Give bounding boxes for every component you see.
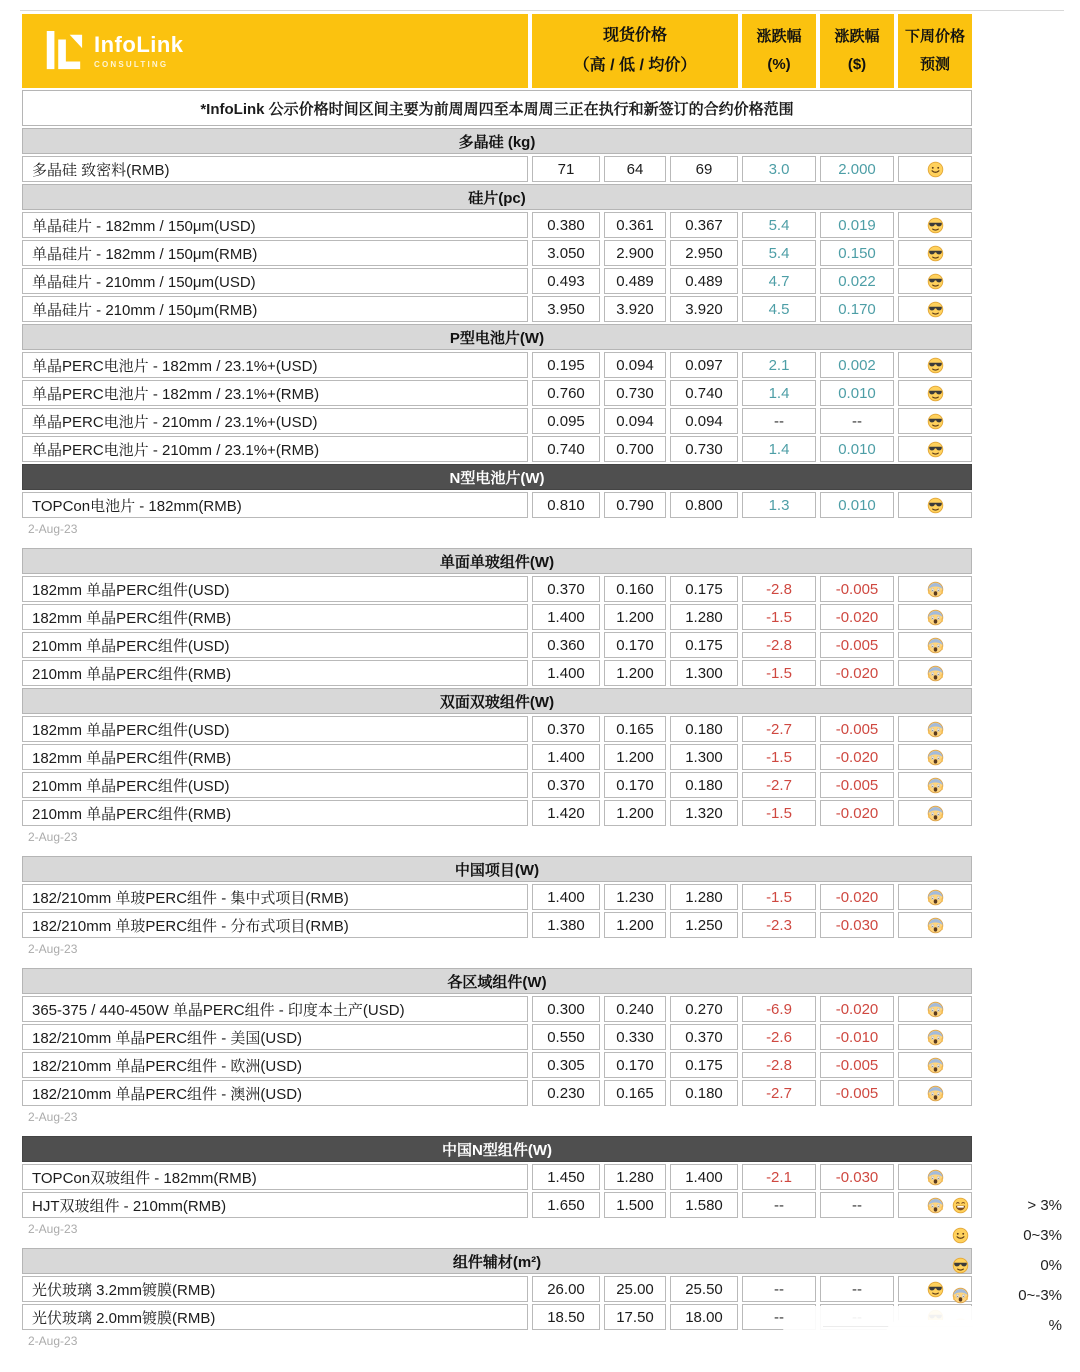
change-amt: -0.005 [820,772,894,798]
change-pct: -2.7 [742,1080,816,1106]
price-low: 0.160 [604,576,666,602]
change-amt: 0.170 [820,296,894,322]
change-pct: 5.4 [742,240,816,266]
forecast-cell [898,436,972,462]
price-low: 0.094 [604,352,666,378]
price-avg: 1.250 [670,912,738,938]
legend-label: 0% [1040,1256,1062,1274]
change-amt: 2.000 [820,156,894,182]
price-avg: 0.800 [670,492,738,518]
change-pct: -2.7 [742,716,816,742]
price-avg: 0.730 [670,436,738,462]
price-low: 17.50 [604,1304,666,1330]
block-date: 2-Aug-23 [28,830,78,844]
scream-emoji-icon [927,1197,944,1214]
change-amt: 0.002 [820,352,894,378]
row-label: 单晶PERC电池片 - 210mm / 23.1%+(USD) [22,408,528,434]
price-low: 0.489 [604,268,666,294]
scream-emoji-icon [927,805,944,822]
price-avg: 0.740 [670,380,738,406]
price-low: 1.200 [604,604,666,630]
price-high: 0.370 [532,772,600,798]
sunglasses-emoji-icon [927,413,944,430]
scream-emoji-icon [927,721,944,738]
change-amt: -0.020 [820,996,894,1022]
change-pct: 4.7 [742,268,816,294]
legend-label: 0~3% [1023,1226,1062,1244]
row-label: 单晶硅片 - 210mm / 150μm(USD) [22,268,528,294]
row-label: 182/210mm 单晶PERC组件 - 澳洲(USD) [22,1080,528,1106]
legend-label: 0~-3% [1018,1286,1062,1304]
change-pct: 2.1 [742,352,816,378]
price-low: 0.170 [604,632,666,658]
change-amt: 0.019 [820,212,894,238]
row-label: 210mm 单晶PERC组件(RMB) [22,800,528,826]
price-avg: 1.400 [670,1164,738,1190]
price-high: 0.740 [532,436,600,462]
price-avg: 2.950 [670,240,738,266]
change-pct: 5.4 [742,212,816,238]
forecast-cell [898,352,972,378]
scream-emoji-icon [927,1029,944,1046]
change-amt: -0.020 [820,660,894,686]
change-amt: -0.020 [820,604,894,630]
price-avg: 0.175 [670,576,738,602]
change-amt: -0.005 [820,1080,894,1106]
price-avg: 1.280 [670,604,738,630]
scream-emoji-icon [927,665,944,682]
block-date: 2-Aug-23 [28,522,78,536]
sunglasses-emoji-icon [927,497,944,514]
price-avg: 1.580 [670,1192,738,1218]
price-high: 71 [532,156,600,182]
row-label: 182/210mm 单玻PERC组件 - 集中式项目(RMB) [22,884,528,910]
forecast-cell [898,912,972,938]
section-header: 单面单玻组件(W) [22,548,972,574]
forecast-cell [898,632,972,658]
price-high: 3.050 [532,240,600,266]
change-pct: -2.8 [742,576,816,602]
scream-emoji-icon [927,1169,944,1186]
price-high: 0.370 [532,716,600,742]
sunglasses-emoji-icon [927,1281,944,1298]
price-avg: 18.00 [670,1304,738,1330]
row-label: 单晶硅片 - 182mm / 150μm(RMB) [22,240,528,266]
row-label: 210mm 单晶PERC组件(USD) [22,772,528,798]
price-low: 0.240 [604,996,666,1022]
price-block [22,1136,972,1236]
forecast-cell [898,1024,972,1050]
forecast-cell [898,1164,972,1190]
scream-emoji-icon [952,1287,969,1304]
price-high: 1.400 [532,884,600,910]
legend-item [950,1250,1064,1280]
price-avg: 0.175 [670,632,738,658]
block-date: 2-Aug-23 [28,1110,78,1124]
price-avg: 25.50 [670,1276,738,1302]
col-header-change-pct: 涨跌幅 (%) [742,14,816,88]
price-high: 0.550 [532,1024,600,1050]
price-high: 0.810 [532,492,600,518]
price-block [22,856,972,956]
legend-item [950,1220,1064,1250]
section-header: 各区域组件(W) [22,968,972,994]
scream-emoji-icon [927,609,944,626]
forecast-cell [898,604,972,630]
price-low: 0.700 [604,436,666,462]
row-label: 多晶硅 致密料(RMB) [22,156,528,182]
row-label: 光伏玻璃 2.0mm镀膜(RMB) [22,1304,528,1330]
forecast-cell [898,772,972,798]
forecast-cell [898,576,972,602]
row-label: TOPCon双玻组件 - 182mm(RMB) [22,1164,528,1190]
change-pct: -1.5 [742,884,816,910]
price-avg: 0.370 [670,1024,738,1050]
change-amt: -0.005 [820,1052,894,1078]
row-label: 182mm 单晶PERC组件(RMB) [22,604,528,630]
forecast-cell [898,296,972,322]
sunglasses-emoji-icon [927,217,944,234]
price-avg: 0.180 [670,1080,738,1106]
change-amt: -- [820,1192,894,1218]
change-amt: 0.150 [820,240,894,266]
change-pct: 3.0 [742,156,816,182]
section-header: N型电池片(W) [22,464,972,490]
price-table [22,968,972,1106]
price-low: 0.170 [604,772,666,798]
change-amt: -0.005 [820,632,894,658]
sunglasses-emoji-icon [927,273,944,290]
section-header: 中国项目(W) [22,856,972,882]
scream-emoji-icon [927,1085,944,1102]
forecast-cell [898,380,972,406]
row-label: 182mm 单晶PERC组件(USD) [22,576,528,602]
section-header: 多晶硅 (kg) [22,128,972,154]
change-pct: 1.4 [742,436,816,462]
forecast-cell [898,996,972,1022]
price-low: 0.165 [604,716,666,742]
row-label: 210mm 单晶PERC组件(USD) [22,632,528,658]
price-sheet [22,14,972,1360]
price-low: 0.170 [604,1052,666,1078]
forecast-cell [898,744,972,770]
price-low: 3.920 [604,296,666,322]
forecast-cell [898,884,972,910]
price-avg: 0.175 [670,1052,738,1078]
block-date: 2-Aug-23 [28,1222,78,1236]
row-label: 单晶PERC电池片 - 182mm / 23.1%+(USD) [22,352,528,378]
forecast-cell [898,212,972,238]
price-block [22,548,972,844]
change-pct: 1.3 [742,492,816,518]
price-high: 3.950 [532,296,600,322]
change-amt: -0.010 [820,1024,894,1050]
change-amt: -0.030 [820,1164,894,1190]
spot-price-subtitle: （高 / 低 / 均价） [573,57,697,74]
forecast-cell [898,268,972,294]
forecast-cell [898,1052,972,1078]
section-header: P型电池片(W) [22,324,972,350]
row-label: HJT双玻组件 - 210mm(RMB) [22,1192,528,1218]
row-label: 182/210mm 单玻PERC组件 - 分布式项目(RMB) [22,912,528,938]
price-high: 0.760 [532,380,600,406]
scream-emoji-icon [927,581,944,598]
change-pct: -6.9 [742,996,816,1022]
price-low: 1.200 [604,744,666,770]
change-pct: -2.6 [742,1024,816,1050]
price-low: 64 [604,156,666,182]
section-header: 硅片(pc) [22,184,972,210]
price-table [22,1136,972,1218]
price-avg: 69 [670,156,738,182]
section-header: 组件辅材(m²) [22,1248,972,1274]
scream-emoji-icon [927,777,944,794]
sunglasses-emoji-icon [927,441,944,458]
price-low: 0.165 [604,1080,666,1106]
price-high: 1.380 [532,912,600,938]
price-avg: 0.489 [670,268,738,294]
forecast-cell [898,240,972,266]
grin-emoji-icon [952,1197,969,1214]
sunglasses-emoji-icon [927,245,944,262]
change-amt: 0.022 [820,268,894,294]
price-avg: 1.300 [670,744,738,770]
row-label: 182mm 单晶PERC组件(USD) [22,716,528,742]
sunglasses-emoji-icon [927,357,944,374]
forecast-cell [898,408,972,434]
price-high: 1.650 [532,1192,600,1218]
section-header: 中国N型组件(W) [22,1136,972,1162]
scream-emoji-icon [927,1057,944,1074]
price-low: 1.500 [604,1192,666,1218]
price-low: 0.094 [604,408,666,434]
forecast-cell [898,1080,972,1106]
price-avg: 0.180 [670,772,738,798]
change-amt: 0.010 [820,380,894,406]
change-amt: 0.010 [820,436,894,462]
price-note: *InfoLink 公示价格时间区间主要为前周周四至本周周三正在执行和新签订的合约价格范围 [22,90,972,126]
price-low: 1.230 [604,884,666,910]
price-avg: 0.094 [670,408,738,434]
price-high: 0.493 [532,268,600,294]
row-label: 单晶PERC电池片 - 210mm / 23.1%+(RMB) [22,436,528,462]
price-low: 0.790 [604,492,666,518]
spot-price-title: 现货价格 [602,26,667,44]
price-avg: 0.180 [670,716,738,742]
change-amt: -0.005 [820,576,894,602]
row-label: TOPCon电池片 - 182mm(RMB) [22,492,528,518]
change-pct: -2.8 [742,1052,816,1078]
row-label: 光伏玻璃 3.2mm镀膜(RMB) [22,1276,528,1302]
change-pct: -2.8 [742,632,816,658]
row-label: 210mm 单晶PERC组件(RMB) [22,660,528,686]
price-avg: 1.300 [670,660,738,686]
row-label: 182mm 单晶PERC组件(RMB) [22,744,528,770]
change-pct: -1.5 [742,800,816,826]
smile-emoji-icon [927,161,944,178]
price-avg: 3.920 [670,296,738,322]
price-high: 0.195 [532,352,600,378]
watermark-overlay-2 [886,1320,1038,1348]
change-amt: -0.020 [820,800,894,826]
change-pct: -1.5 [742,660,816,686]
price-avg: 0.097 [670,352,738,378]
price-block [22,968,972,1124]
price-avg: 0.270 [670,996,738,1022]
row-label: 182/210mm 单晶PERC组件 - 美国(USD) [22,1024,528,1050]
logo-text [94,33,184,68]
price-high: 1.450 [532,1164,600,1190]
change-amt: -0.005 [820,716,894,742]
change-pct: -1.5 [742,604,816,630]
price-high: 0.230 [532,1080,600,1106]
price-low: 1.280 [604,1164,666,1190]
change-pct: -1.5 [742,744,816,770]
change-amt: -- [820,1276,894,1302]
price-low: 1.200 [604,912,666,938]
sunglasses-emoji-icon [927,385,944,402]
scream-emoji-icon [927,917,944,934]
forecast-cell [898,660,972,686]
sunglasses-emoji-icon [927,301,944,318]
change-pct: -2.1 [742,1164,816,1190]
block-date: 2-Aug-23 [28,1334,78,1348]
col-header-spot-price [532,14,738,88]
change-pct: -- [742,1276,816,1302]
price-high: 0.360 [532,632,600,658]
change-amt: -0.020 [820,884,894,910]
scream-emoji-icon [927,1001,944,1018]
row-label: 182/210mm 单晶PERC组件 - 欧洲(USD) [22,1052,528,1078]
change-amt: -0.030 [820,912,894,938]
row-label: 365-375 / 440-450W 单晶PERC组件 - 印度本土产(USD) [22,996,528,1022]
change-pct: 1.4 [742,380,816,406]
price-high: 1.400 [532,604,600,630]
price-high: 0.380 [532,212,600,238]
price-avg: 1.280 [670,884,738,910]
table-blocks [22,128,972,1348]
forecast-cell [898,800,972,826]
price-low: 0.330 [604,1024,666,1050]
price-table [22,856,972,938]
price-low: 0.361 [604,212,666,238]
table-header [22,14,972,88]
sheet-top-border [20,10,1064,11]
price-high: 0.095 [532,408,600,434]
row-label: 单晶硅片 - 210mm / 150μm(RMB) [22,296,528,322]
brand-subtitle: CONSULTING [94,59,169,69]
brand-name: InfoLink [94,32,184,58]
price-low: 1.200 [604,660,666,686]
change-pct: -- [742,1192,816,1218]
forecast-cell [898,156,972,182]
price-block [22,128,972,536]
infolink-logo-icon [42,28,84,74]
smile-emoji-icon [952,1227,969,1244]
price-avg: 0.367 [670,212,738,238]
scream-emoji-icon [927,749,944,766]
change-amt: 0.010 [820,492,894,518]
legend-label: % [1048,1316,1062,1334]
change-amt: -- [820,408,894,434]
col-header-change-usd: 涨跌幅 ($) [820,14,894,88]
sunglasses-emoji-icon [952,1257,969,1274]
price-high: 1.400 [532,660,600,686]
scream-emoji-icon [927,889,944,906]
change-pct: -- [742,1304,816,1330]
change-pct: -2.7 [742,772,816,798]
price-high: 26.00 [532,1276,600,1302]
scream-emoji-icon [927,637,944,654]
price-high: 1.400 [532,744,600,770]
price-low: 2.900 [604,240,666,266]
legend-label: > 3% [1027,1196,1062,1214]
price-table [22,128,972,518]
forecast-cell [898,716,972,742]
legend-item [950,1190,1064,1220]
section-header: 双面双玻组件(W) [22,688,972,714]
price-low: 25.00 [604,1276,666,1302]
price-avg: 1.320 [670,800,738,826]
row-label: 单晶PERC电池片 - 182mm / 23.1%+(RMB) [22,380,528,406]
price-high: 18.50 [532,1304,600,1330]
price-high: 0.370 [532,576,600,602]
change-pct: -- [742,408,816,434]
block-date: 2-Aug-23 [28,942,78,956]
price-high: 0.300 [532,996,600,1022]
change-pct: -2.3 [742,912,816,938]
forecast-cell [898,492,972,518]
price-table [22,548,972,826]
price-low: 0.730 [604,380,666,406]
price-high: 1.420 [532,800,600,826]
price-low: 1.200 [604,800,666,826]
price-high: 0.305 [532,1052,600,1078]
infolink-logo [22,14,528,88]
change-pct: 4.5 [742,296,816,322]
change-amt: -0.020 [820,744,894,770]
row-label: 单晶硅片 - 182mm / 150μm(USD) [22,212,528,238]
col-header-forecast: 下周价格 预测 [898,14,972,88]
